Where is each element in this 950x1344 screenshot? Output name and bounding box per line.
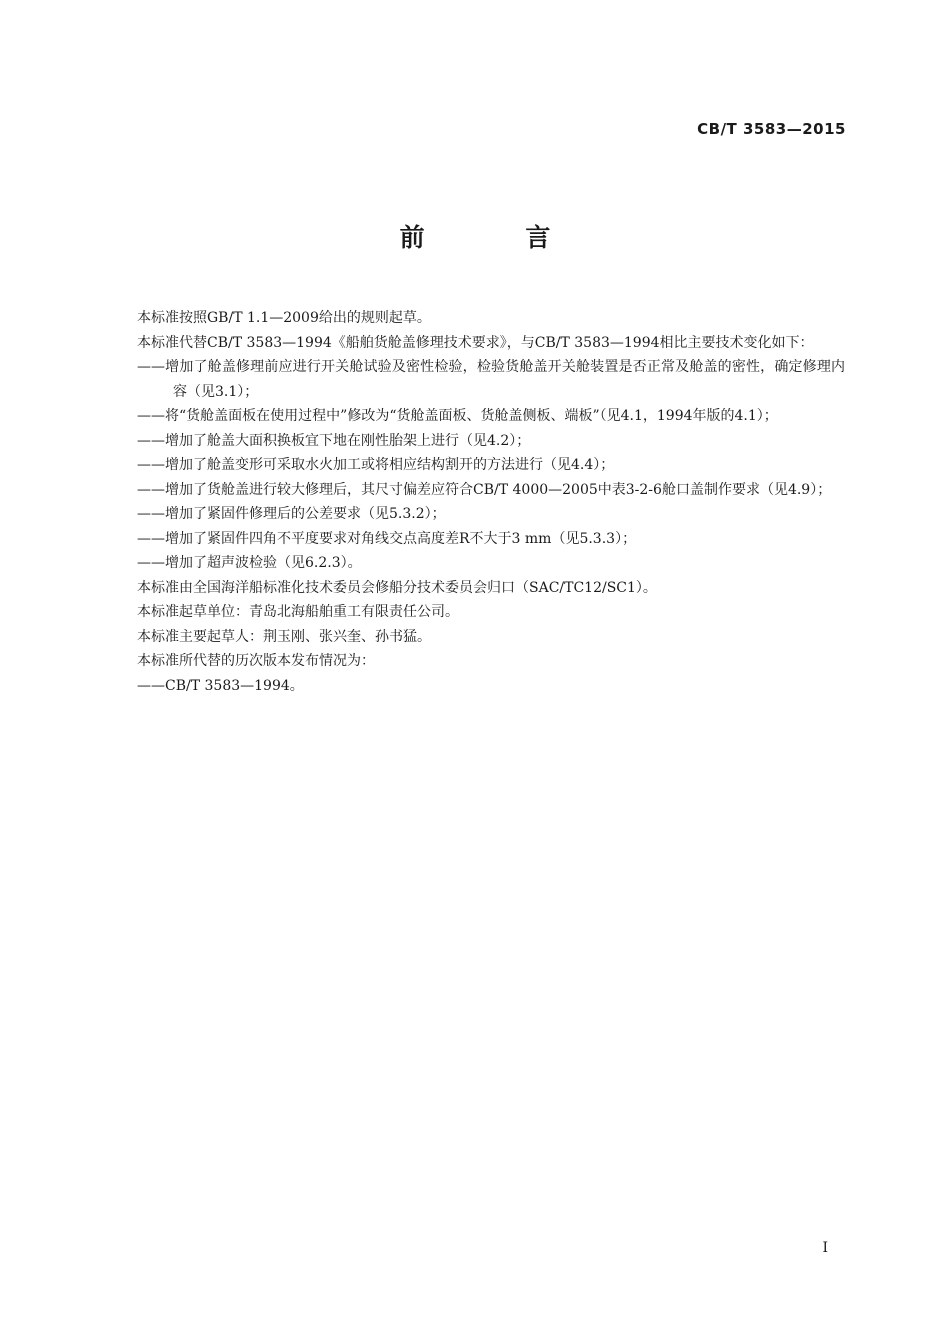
change-item: ——增加了货舱盖进行较大修理后，其尺寸偏差应符合CB/T 4000—2005中表3-2-6舱口盖制作要求（见4.9）； bbox=[137, 481, 832, 498]
foreword-body bbox=[103, 306, 845, 698]
paragraph-drafting-unit: 本标准起草单位：青岛北海船舶重工有限责任公司。 bbox=[137, 604, 459, 620]
paragraph-drafters: 本标准主要起草人：荆玉刚、张兴奎、孙书猛。 bbox=[137, 628, 431, 645]
page-number: I bbox=[822, 1240, 828, 1256]
change-item: ——增加了舱盖修理前应进行开关舱试验及密性检验，检验货舱盖开关舱装置是否正常及舱盖的密性，确定修理内容（见3.1）； bbox=[137, 359, 845, 400]
document-code: CB/T 3583—2015 bbox=[697, 120, 846, 138]
page-title: 前 言 bbox=[399, 223, 597, 252]
paragraph-previous-editions: 本标准所代替的历次版本发布情况为： bbox=[137, 653, 375, 669]
paragraph-replacement: 本标准代替CB/T 3583—1994《船舶货舱盖修理技术要求》，与CB/T 3583—1994相比主要技术变化如下： bbox=[137, 334, 814, 351]
paragraph-drafting-rules: 本标准按照GB/T 1.1—2009给出的规则起草。 bbox=[137, 310, 431, 326]
change-item: ——增加了紧固件四角不平度要求对角线交点高度差R不大于3 mm（见5.3.3）； bbox=[137, 530, 637, 547]
paragraph-technical-committee: 本标准由全国海洋船标准化技术委员会修船分技术委员会归口（SAC/TC12/SC1）。 bbox=[137, 579, 657, 596]
change-item: ——增加了舱盖大面积换板宜下地在刚性胎架上进行（见4.2）； bbox=[137, 432, 531, 449]
change-item: ——将“货舱盖面板在使用过程中”修改为“货舱盖面板、货舱盖侧板、端板”（见4.1，1994年版的4.1）； bbox=[137, 408, 778, 424]
change-item: ——增加了舱盖变形可采取水火加工或将相应结构割开的方法进行（见4.4）； bbox=[137, 457, 615, 473]
history-item: ——CB/T 3583—1994。 bbox=[137, 677, 304, 694]
change-item: ——增加了紧固件修理后的公差要求（见5.3.2）； bbox=[137, 506, 446, 522]
change-item: ——增加了超声波检验（见6.2.3）。 bbox=[137, 555, 362, 571]
